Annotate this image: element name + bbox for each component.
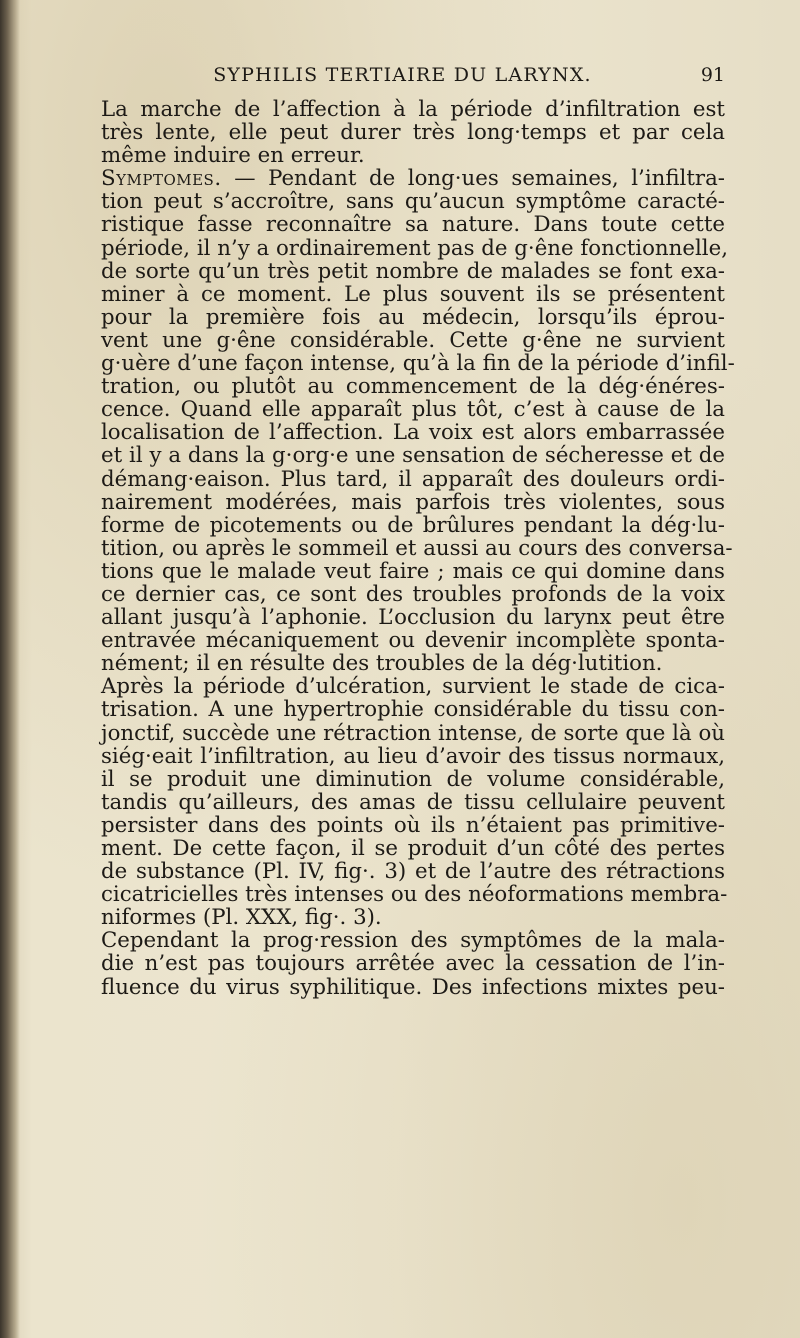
text-line: niformes (Pl. XXX, fig·. 3). [101, 905, 382, 931]
text-line: nairement modérées, mais parfois très violentes, sous [101, 489, 725, 515]
text-line: vent une g·êne considérable. Cette g·êne ne survient [101, 327, 725, 353]
text-line: tion peut s’accroître, sans qu’aucun symptôme caracté- [101, 189, 725, 215]
text-line: Cependant la prog·ression des symptômes de la mala- [101, 928, 725, 954]
text-line: allant jusqu’à l’aphonie. L’occlusion du larynx peut être [101, 605, 725, 631]
text-line [80, 167, 725, 190]
text-line: tition, ou après le sommeil et aussi au cours des conversa- [101, 535, 733, 561]
section-heading-symptomes: Symptomes. [101, 166, 222, 192]
text-line: tions que le malade veut faire ; mais ce qui domine dans [101, 558, 725, 584]
text-line: nément; il en résulte des troubles de la dég·lutition. [101, 651, 663, 677]
text-line: g·uère d’une façon intense, qu’à la fin de la période d’infil- [101, 351, 735, 377]
text-line: même induire en erreur. [101, 143, 365, 169]
text-line: persister dans des points où ils n’étaient pas primitive- [101, 812, 725, 838]
paragraph-symptoms [80, 166, 735, 677]
text-line: tration, ou plutôt au commencement de la dég·énéres- [101, 374, 725, 400]
running-title: SYPHILIS TERTIAIRE DU LARYNX. [213, 64, 592, 86]
text-line: cicatricielles très intenses ou des néoformations membra- [101, 882, 728, 908]
text-line: cence. Quand elle apparaît plus tôt, c’est à cause de la [101, 397, 725, 423]
text-line: ristique fasse reconnaître sa nature. Dans toute cette [101, 212, 725, 238]
page-header [80, 60, 725, 90]
body-text [80, 97, 735, 1000]
text-line: de sorte qu’un très petit nombre de malades se font exa- [101, 258, 725, 284]
paragraph-cicatrisation [80, 674, 728, 931]
text-line: localisation de l’affection. La voix est alors embarrassée [101, 420, 725, 446]
text-line: ment. De cette façon, il se produit d’un côté des pertes [101, 836, 725, 861]
text-line: ce dernier cas, ce sont des troubles profonds de la voix [101, 581, 725, 607]
text-line: miner à ce moment. Le plus souvent ils se présentent [101, 281, 725, 307]
text-line: période, il n’y a ordinairement pas de g·êne fonctionnelle, [101, 235, 728, 261]
text-line: La marche de l’affection à la période d’infiltration est [101, 97, 725, 122]
text-line: entravée mécaniquement ou devenir incomplète sponta- [101, 628, 725, 654]
book-binding-shadow [0, 0, 20, 1338]
text-line: tandis qu’ailleurs, des amas de tissu cellulaire peuvent [101, 789, 725, 815]
text-line: démang·eaison. Plus tard, il apparaît des douleurs ordi- [101, 466, 725, 492]
text-line: jonctif, succède une rétraction intense, de sorte que là où [101, 720, 725, 746]
text-fragment: — Pendant de long·ues semaines, l’infiltra- [221, 166, 725, 192]
text-line: pour la première fois au médecin, lorsqu’ils éprou- [101, 304, 725, 330]
text-line: fluence du virus syphilitique. Des infections mixtes peu- [101, 974, 725, 1000]
text-line: et il y a dans la g·org·e une sensation de sécheresse et de [101, 443, 725, 469]
text-line: die n’est pas toujours arrêtée avec la cessation de l’in- [101, 951, 725, 977]
text-line: Après la période d’ulcération, survient le stade de cica- [101, 674, 725, 700]
text-line: très lente, elle peut durer très long·temps et par cela [101, 120, 725, 146]
text-line: de substance (Pl. IV, fig·. 3) et de l’autre des rétractions [101, 859, 725, 885]
text-line: siég·eait l’infiltration, au lieu d’avoir des tissus normaux, [101, 743, 725, 769]
text-line: trisation. A une hypertrophie considérable du tissu con- [101, 697, 725, 723]
text-line: forme de picotements ou de brûlures pendant la dég·lu- [101, 512, 725, 538]
paragraph-progression [80, 929, 725, 998]
page-number: 91 [700, 64, 725, 86]
paragraph-infiltration-duration [80, 98, 725, 167]
text-line: il se produit une diminution de volume considérable, [101, 766, 725, 792]
